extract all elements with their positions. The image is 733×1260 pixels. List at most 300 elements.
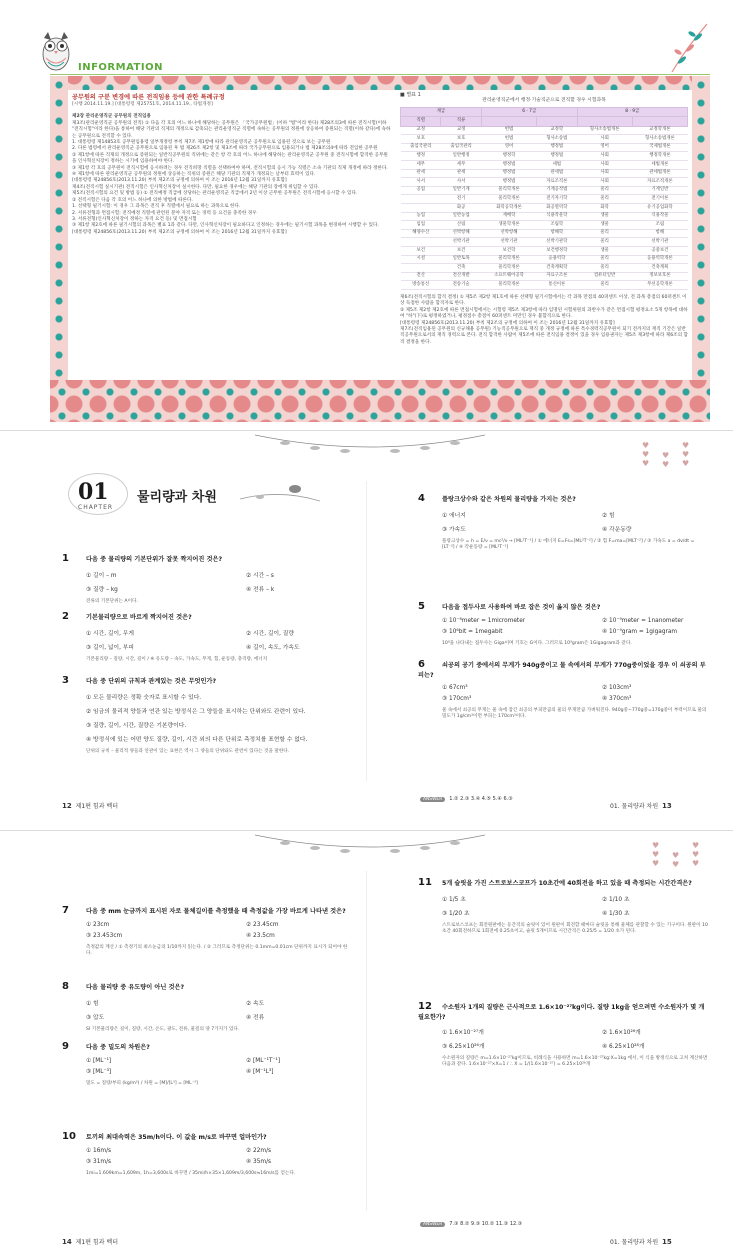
regulation-paragraph: 2. 서류전형과 면접시험: 전직예정 직렬에 관련된 분야 자격 또는 경력 등 요건을 충족한 경우 [72,210,257,216]
table-cell: 통신이론 [537,281,577,290]
table-cell: 재배학 [481,212,536,221]
choice-option[interactable]: ③ 압도 [86,1015,105,1021]
table-cell: 출입국관리 [441,143,481,152]
table-body [401,126,688,289]
table-cell: 생물 [577,246,632,255]
choice-list [86,1058,352,1075]
table-cell: 생물 [577,221,632,230]
explanation-text: 물 속에서 쇠공의 무게는 물 속에 잠긴 쇠공의 부피만큼의 물의 무게만큼 가벼워진다. 940g중−770g중=170g중이 부력이므로 물의 밀도가 1g/cm³이면 부피는 170cm³이다. [442,708,707,720]
table-cell: 물리 [577,255,632,264]
choice-option[interactable]: ③ [ML⁻³] [86,1069,112,1075]
table-cell: 식용작물학 [537,212,577,221]
answer-key [420,796,513,802]
table-cell: 응용역학 [537,255,577,264]
question-text: 수소원자 1개의 질량은 근사적으로 1.6×10⁻²⁷kg이다. 질량 1kg을 얻으려면 수소원자가 몇 개 필요한가? [418,1004,705,1021]
choice-option[interactable]: ③ 170cm³ [442,696,472,702]
question-item [62,1041,352,1087]
chapter-label: CHAPTER [78,504,114,511]
question-number: 7 [62,905,69,916]
hanging-hearts-icon: ♥ ♥ ♥ [692,841,700,868]
table-cell: 영어 [577,143,632,152]
page-number: 13 [661,802,672,810]
table-cell: 물리 [577,229,632,238]
explanation-text: 수소원자의 질량은 m=1.6×10⁻²⁷kg이므로, 비례식을 사용하면 m=1.6×10⁻²⁷kg:X=1kg 에서, 이 식을 방정식으로 고쳐 계산하면 다음과 같다. 1.6×10⁻²⁷×X=1 / ∴ X = 1/(1.6×10⁻²⁷) = 6.25×10²⁶개 [442,1056,708,1068]
question-text: 다음 중 물리량의 기본단위가 잘못 짝지어진 것은? [86,556,223,563]
choice-list [442,685,708,702]
table-cell: 교정학 [537,126,577,135]
table-row [401,186,688,195]
regulation-title: 공무원의 구분 변경에 따른 전직임용 등에 관한 특례규정 [72,94,225,101]
decorative-pattern-bottom [50,380,710,422]
choice-option[interactable]: ② 1.6×10²⁶개 [602,1030,641,1036]
table-cell: 선박기관 [441,238,481,247]
table-cell: 출입국관리 [401,143,441,152]
hanging-hearts-icon: ♥ ♥ ♥ [642,441,650,468]
subject-table-column [400,90,688,346]
table-subheader-series: 직렬 [401,117,441,126]
question-number: 6 [418,659,425,670]
regulation-note: 제6조(전직시험의 합격 결정) ① 제5조 제2항 제1호에 따른 선택형 필기시험에서는 각 과목 만점의 40퍼센트 이상, 전 과목 총점의 60퍼센트 이상 득점한 사람을 합격자로 한다. [400,294,687,307]
hanging-leaves-icon [255,431,485,461]
table-row [401,238,688,247]
table-cell [401,203,441,212]
explanation-text: 측정값의 계산 / ① 측정기의 최소눈금의 1/10까지 읽는다. / ② 그러므로 측정단위는 0.1mm=0.01cm 단위까지 표시가 되어야 한다. [86,945,348,957]
table-cell: 일반농업 [441,212,481,221]
question-item [62,675,352,755]
explanation-text: 단위의 규칙 – 물리적 양들과 연관이 있는 표현은 역시 그 양들의 단위와도 관련이 있다는 것을 말한다. [86,749,290,754]
choice-option[interactable]: ② 시간 – s [246,573,274,579]
question-item [62,611,352,663]
regulation-paragraph: ③ 제1항 제2호에 따른 필기시험의 과목은 별표 1과 같다. 다만, 인사혁신처장이 필요하다고 인정하는 경우에는 필기시험 과목을 변경하여 시행할 수 있다. [72,223,379,229]
choice-option[interactable]: ③ 길이, 넓이, 부피 [86,645,135,651]
footer-left [62,801,118,810]
footer-text: 01. 물리량과 차원 [610,803,659,810]
regulation-paragraph: ② 제1항에 따른 직제의 개정으로 증원되는 일반직공무원의 직위에는 같은 항 각 호의 어느 하나에 해당하는 관리운영직군 공무원 중 전직시험에 합격한 공무원을 인사혁신처장이 정하는 시기에 임용하여야 한다. [72,152,388,165]
table-cell: 물리학개론 [481,281,536,290]
question-header [62,675,352,686]
choice-option[interactable]: ④ 23.5cm [246,933,275,939]
table-cell: 공업 [401,186,441,195]
question-header [62,553,352,564]
table-row [401,169,688,178]
choice-list [442,618,708,635]
table-cell: 보건 [401,246,441,255]
regulation-paragraph: 제4조(전직시험 실시기관) 전직시험은 인사혁신처장이 실시한다. 다만, 필요한 경우에는 해당 기관의 장에게 위임할 수 있다. [72,184,320,190]
choice-option[interactable]: ④ 전류 – k [246,587,275,593]
table-cell: 행정 [401,152,441,161]
hanging-leaves-icon [255,831,485,861]
table-row [401,195,688,204]
answer-values: 1.② 2.③ 3.④ 4.⑤ 5.④ 6.③ [449,796,513,802]
hanging-hearts-icon: ♥ ♥ [662,451,670,469]
table-cell: 유기공업화학 [632,203,687,212]
question-text: 기본물리량으로 바르게 짝지어진 것은? [86,614,192,621]
table-cell: 물리 [577,195,632,204]
table-cell: 교정 [401,126,441,135]
table-row [401,135,688,144]
choice-list [86,570,352,593]
answer-key [420,1221,522,1227]
table-cell: 전산개발 [441,272,481,281]
table-cell: 식용작물 [632,212,687,221]
table-row [401,178,688,187]
question-header [418,1001,708,1021]
table-cell: 헌법 [481,126,536,135]
table-cell: 임업 [401,221,441,230]
choice-option[interactable]: ④ 1/30 초 [602,911,630,917]
choice-option[interactable]: ④ 전류 [246,1015,265,1021]
table-cell [401,238,441,247]
table-cell: 산림 [441,221,481,230]
table-cell: 사회 [577,152,632,161]
table-cell: 농업 [401,212,441,221]
choice-option[interactable]: ④ 6.25×10²⁸개 [602,1044,645,1050]
question-number: 12 [418,1001,432,1012]
footer-text: 01. 물리량과 차원 [610,1239,659,1246]
table-cell: 관세법 [537,169,577,178]
choice-option[interactable]: ① 1.6×10⁻²⁷개 [442,1030,484,1036]
choice-list [86,998,352,1021]
answer-badge: ANSWER [420,1222,445,1227]
table-row [401,255,688,264]
choice-option[interactable]: ④ 길이, 속도, 가속도 [246,645,300,651]
hanging-hearts-icon: ♥ ♥ ♥ [682,441,690,468]
table-cell: 사서 [441,178,481,187]
table-row [401,203,688,212]
question-number: 8 [62,981,69,992]
regulation-paragraph: 3. 서류전형(인사혁신처장이 정하는 자격 요건 등) 및 면접시험 [72,216,197,222]
regulation-subtitle: [시행 2014.11.19.] [대통령령 제25751호, 2014.11.19., 타법개정] [72,102,213,107]
table-cell: 물리학개론 [481,186,536,195]
question-text: 다음을 접두사로 사용하여 바로 잡은 것이 옳지 않은 것은? [442,604,601,611]
table-cell: 조림 [632,221,687,230]
explanation-text: 10⁹을 나타내는 접두사는 Giga이며 기호는 G이다. 그러므로 10⁹gram은 1Gigagram과 같다. [442,641,632,646]
regulation-paragraph: 제3조(관리운영직군 공무원의 전직) ① 다음 각 호의 어느 하나에 해당하는 공무원은 「국가공무원법」(이하 "법"이라 한다) 제28조의3에 따른 전직시험(이하 "전직시험"이라 한다)을 통하여 해당 기관의 직제의 개정으로 감축되는 관리운영직군 직렬에 속하는 공무원의 정원에 상응하여 증원되는 직렬(이하 같다)에 속하는 공무원으로 전직할 수 있다. [72,120,391,139]
question-number: 11 [418,877,432,888]
question-text: 쇠공의 공기 중에서의 무게가 940g중이고 물 속에서의 무게가 770g중이었을 경우 이 쇠공의 부피는? [418,662,706,679]
choice-option[interactable]: ③ 질량, 길이, 시간, 질량은 기본량이다. [86,723,187,729]
table-row [401,161,688,170]
table-cell: 화학공학개론 [481,203,536,212]
regulation-paragraph: ④ 제1항에 따른 관리운영직군 공무원의 정원에 상응하는 직위의 증원은 해당 기관의 직제가 개정되는 날부터 효력이 있다. [72,172,316,178]
table-cell: 관세법개론 [632,169,687,178]
table-cell: 형사소송법 [537,135,577,144]
table-cell: 기계일반 [632,186,687,195]
table-cell: 기계공작법 [537,186,577,195]
choice-option[interactable]: ① 에너지 [442,513,466,519]
table-cell: 건축계획학 [537,264,577,273]
table-cell: 화공열역학 [537,203,577,212]
choice-option[interactable]: ② 1/10 초 [602,897,630,903]
table-row [401,143,688,152]
table-cell: 무선공학개론 [632,281,687,290]
table-cell: 항해 [632,229,687,238]
question-header [62,611,352,622]
footer-text: 제1편 힘과 벡터 [75,803,118,810]
choice-option[interactable]: ② 10⁻⁹meter = 1nanometer [602,618,684,624]
explanation-text: 기본물리량 – 질량, 시간, 길이 / ※ 유도량 – 속도, 가속도, 무게, 힘, 운동량, 충격량, 에너지 [86,657,268,662]
table-header-grade-89: 8 · 9급 [577,107,687,116]
table-cell: 선박기관학 [537,238,577,247]
leaf-branch-icon [662,22,712,74]
hanging-hearts-icon: ♥ ♥ ♥ [652,841,660,868]
page-number: 12 [62,802,72,810]
regulation-paragraph: 2. 다른 법령에서 관리운영직군 공무원으로 임용된 후 법 제26조 제2항 및 제3조에 따라 국가공무원으로 임용되거나 법 제28조의4에 따라 전입한 공무원 [72,146,378,152]
question-header [62,905,352,916]
question-item [418,877,708,936]
table-cell: 전기이론 [632,195,687,204]
table-cell: 항해학 [537,229,577,238]
choice-list [86,922,352,939]
table-subheader-class: 직류 [441,117,481,126]
table-cell: 행정법 [481,178,536,187]
explanation-text: 밀도 = 질량/부피 (kg/m³) / 차원 = [M]/[L³] = [ML⁻³] [86,1081,198,1086]
question-number: 1 [62,553,69,564]
info-content-box [68,90,692,380]
table-cell: 국제법개론 [632,143,687,152]
table-row [401,221,688,230]
question-item [418,493,708,552]
table-cell: 교정학개론 [632,126,687,135]
question-text: 토끼의 최대속력은 35m/h이다. 이 값을 m/s로 바꾸면 얼마인가? [86,1134,267,1141]
table-cell: 물리학개론 [481,195,536,204]
table-cell: 물리 [577,264,632,273]
table-cell: 형사소송법개론 [632,135,687,144]
table-label: ■ 별표 1 [400,92,421,98]
choice-option[interactable]: ③ 1/20 초 [442,911,470,917]
page-number: 14 [62,1238,72,1246]
table-cell: 행정학 [481,152,536,161]
table-cell: 건축계획 [632,264,687,273]
choice-list [442,894,708,917]
explanation-text: 플랑크상수 = h = E/ν = mc²/ν → [ML²T⁻¹] / ① 에너지 E=Fs=[ML²T⁻²] / ② 힘 F=ma=[MLT⁻²] / ③ 가속도 a = dv/dt = [LT⁻²] / ④ 각운동량 = [ML²T⁻¹] [442,539,695,551]
table-cell: 자료구조론 [537,272,577,281]
table-cell: 관세 [441,169,481,178]
table-row [401,152,688,161]
choice-option[interactable]: ① 길이 – m [86,573,117,579]
choice-option[interactable]: ① 모든 물리량은 정확 숫자로 표시할 수 있다. [86,695,202,701]
table-cell: 보건행정학 [537,246,577,255]
table-cell: 방송통신 [401,281,441,290]
table-cell: 세무 [441,161,481,170]
choice-option[interactable]: ③ 가속도 [442,527,466,533]
table-cell: 전산 [401,272,441,281]
decorative-pattern-left [50,76,68,422]
table-cell: 전기자기학 [537,195,577,204]
table-cell: 보호 [401,135,441,144]
table-cell: 보건학 [481,246,536,255]
regulation-paragraph: [대통령령 제24856호(2013.11.20) 부칙 제2조의 규정에 의하여 이 조는 2016년 12월 31일까지 유효함] [72,178,287,184]
choice-option[interactable]: ① 힘 [86,1001,99,1007]
choice-list [442,1027,708,1050]
choice-option[interactable]: ④ 10⁻⁹gram = 1gigagram [602,629,678,635]
table-cell: 보건 [441,246,481,255]
explanation-text: 전류의 기본단위는 A이다. [86,599,138,604]
question-header [418,601,708,612]
regulation-paragraph: 제5조(전직시험의 요건 및 방법 등) ① 전직예정 직급에 상당하는 관리운영직군 직급에서 2년 이상 근무한 공무원은 전직시험에 응시할 수 있다. [72,191,358,197]
table-cell: 화공 [441,203,481,212]
question-header [62,1131,352,1142]
question-header [62,1041,352,1052]
table-cell: 행정법 [481,161,536,170]
regulation-paragraph: [대통령령 제24856호(2013.11.20) 부칙 제2조의 규정에 의하여 이 조는 2016년 12월 31일까지 유효함] [72,229,287,235]
bird-branch-icon [240,479,320,509]
table-cell: 화학 [577,203,632,212]
info-page [0,0,733,425]
table-cell: 세무 [401,161,441,170]
choice-option[interactable]: ① 1/5 초 [442,897,466,903]
table-cell: 사회 [577,178,632,187]
footer-left [62,1237,118,1246]
explanation-text: 스트로보스코프는 회전원판에는 등간격의 슬릿이 있어 원판이 회전할 때마다 슬릿을 통해 물체를 관찰할 수 있는 기구이다. 원판이 10초간 40회전하므로 1회전에 0.25초이고, 슬릿 5개이므로 시간간격은 0.25/5 = 1/20 초가 된다. [442,923,708,935]
table-cell: 사회 [577,135,632,144]
table-row [401,281,688,290]
table-cell: 사회 [577,169,632,178]
choice-option[interactable]: ② 임금의 물리적 양들과 연관 있는 방정식은 그 양들을 표시하는 단위와도 관련이 있다. [86,709,306,715]
choice-option[interactable]: ① 10⁻⁶meter = 1micrometer [442,618,526,624]
table-cell: 교정 [441,126,481,135]
choice-option[interactable]: ② 속도 [246,1001,265,1007]
explanation-text: SI 기본물리량은 길이, 질량, 시간, 온도, 광도, 전류, 물질의 양 7가지가 있다. [86,1027,240,1032]
table-row [401,264,688,273]
question-number: 2 [62,611,69,622]
table-cell [401,195,441,204]
table-row [401,246,688,255]
table-cell: 소프트웨어공학 [481,272,536,281]
choice-option[interactable]: ① 23cm [86,922,110,928]
chapter-title: 물리량과 차원 [137,490,217,505]
choice-option[interactable]: ③ 질량 – kg [86,587,118,593]
chapter-page-left-right [0,430,733,825]
table-cell: 물리 [577,281,632,290]
subject-table [400,107,688,290]
question-header [418,877,708,888]
table-cell: 일반기계 [441,186,481,195]
table-cell [401,264,441,273]
table-cell: 자료조직개론 [632,178,687,187]
choice-list [442,510,708,533]
table-cell: 형사소송법개론 [577,126,632,135]
table-cell: 선박항해 [441,229,481,238]
section-label: INFORMATION [78,62,163,73]
table-cell: 물리학개론 [481,264,536,273]
table-cell: 행정법 [481,169,536,178]
section-divider [50,74,710,75]
question-text: 다음 물리량 중 유도량이 아닌 것은? [86,984,185,991]
choice-option[interactable]: ④ 35m/s [246,1159,272,1165]
table-cell: 생물 [577,212,632,221]
choice-option[interactable]: ④ 각운동량 [602,527,632,533]
table-cell: 물리학개론 [481,255,536,264]
table-cell: 영어 [481,143,536,152]
table-cell: 전송기술 [441,281,481,290]
choice-option[interactable]: ① 시간, 길이, 무게 [86,631,135,637]
choice-option[interactable]: ② 103cm³ [602,685,632,691]
regulation-heading: 제2장 관리운영직군 공무원의 전직임용 [72,114,151,120]
choice-list [86,628,352,651]
table-title: 관리운영직군에서 행정·기술직군으로 전직할 경우 시험과목 [482,98,606,104]
question-text: 다음 중 밀도의 차원은? [86,1044,150,1051]
choice-option[interactable]: ③ 23.453cm [86,933,123,939]
answer-values: 7.③ 8.② 9.③ 10.② 11.③ 12.③ [449,1221,523,1227]
choice-option[interactable]: ④ 370cm³ [602,696,632,702]
choice-option[interactable]: ② 22m/s [246,1148,272,1154]
table-cell: 선박기관 [481,238,536,247]
table-cell: 행정학개론 [632,152,687,161]
regulation-paragraph: ③ 제1항 각 호의 공무원이 전직시험에 응시하려는 경우 전직희망 직렬을 선택하여야 하며, 전직시험의 응시 가능 직렬은 소속 기관의 직제 개정에 따라 정한다. [72,165,388,171]
table-cell: 보호 [441,135,481,144]
footer-right [610,1237,672,1246]
choice-option[interactable]: ① 67cm³ [442,685,468,691]
table-row [401,212,688,221]
choice-option[interactable]: ② 23.45cm [246,922,279,928]
table-row [401,126,688,135]
choice-option[interactable]: ③ 31m/s [86,1159,112,1165]
question-header [62,981,352,992]
chapter-number: 01 [78,479,109,505]
choice-option[interactable]: ① 16m/s [86,1148,112,1154]
choice-list [86,1148,352,1165]
choice-option[interactable]: ② 시간, 길이, 질량 [246,631,295,637]
question-text: 플랑크상수와 같은 차원의 물리량을 가지는 것은? [442,496,576,503]
table-cell: 건축 [441,264,481,273]
table-row [401,272,688,281]
question-item [62,905,352,958]
regulation-paragraph: 1. 선택형 필기시험: 이 경우 그 과목은 전직 후 직렬에서 필요로 하는 과목으로 한다. [72,204,241,210]
table-cell: 사서 [401,178,441,187]
choice-option[interactable]: ① [ML⁻¹] [86,1058,112,1064]
table-row [401,229,688,238]
table-cell: 물리 [577,238,632,247]
table-cell: 정보보호론 [632,272,687,281]
question-header [418,493,708,504]
table-header-rank: 계급 [401,107,482,116]
choice-list [86,692,352,743]
question-item [62,553,352,605]
table-cell: 자료조직론 [537,178,577,187]
question-text: 다음 중 단위의 규칙과 관계있는 것은 무엇인가? [86,678,217,685]
table-cell: 사회 [577,161,632,170]
regulation-paragraph: ② 전직시험은 다음 각 호의 어느 하나에 의한 방법에 따른다. [72,197,193,203]
table-cell: 행정법 [537,152,577,161]
choice-option[interactable]: ③ 10⁶bit = 1megabit [442,629,503,635]
question-header [418,659,708,679]
choice-option[interactable]: ④ [M⁻¹L³] [246,1069,274,1075]
table-cell: 선박기관 [632,238,687,247]
question-item [418,1001,708,1069]
regulation-notes [400,295,688,346]
choice-option[interactable]: ③ 6.25×10²⁶개 [442,1044,485,1050]
question-item [418,601,708,647]
page-number: 15 [661,1238,672,1246]
regulation-column [72,90,392,236]
table-cell: 일반토목 [441,255,481,264]
table-cell: 물리 [577,186,632,195]
footer-text: 제1편 힘과 벡터 [75,1239,118,1246]
answer-badge: ANSWER [420,797,445,802]
table-cell: 헌법 [481,135,536,144]
choice-option[interactable]: ② [ML⁻¹T⁻¹] [246,1058,281,1064]
regulation-paragraphs [72,121,392,236]
regulation-note: ② 제5조 제2항 제2호에 따른 면접시험에서는 시험령 제5조 제3항에 따라 임명된 시험위원의 과반수가 같은 면접시험 평정요소 5개 항목에 대하여 "하"(下)로 평정하였거나, 평정점수 총점이 60퍼센트 미만인 경우 불합격으로 한다. [400,307,688,320]
choice-option[interactable]: ② 힘 [602,513,615,519]
choice-option[interactable]: ④ 방정식에 있는 어떤 양도 질량, 길이, 시간 외의 다른 단위로 측정치를 표현할 수 없다. [86,737,308,743]
question-item [62,981,352,1033]
table-cell: 일반행정 [441,152,481,161]
question-item [62,1131,352,1177]
table-cell: 관세 [401,169,441,178]
table-cell: 행정법 [537,143,577,152]
